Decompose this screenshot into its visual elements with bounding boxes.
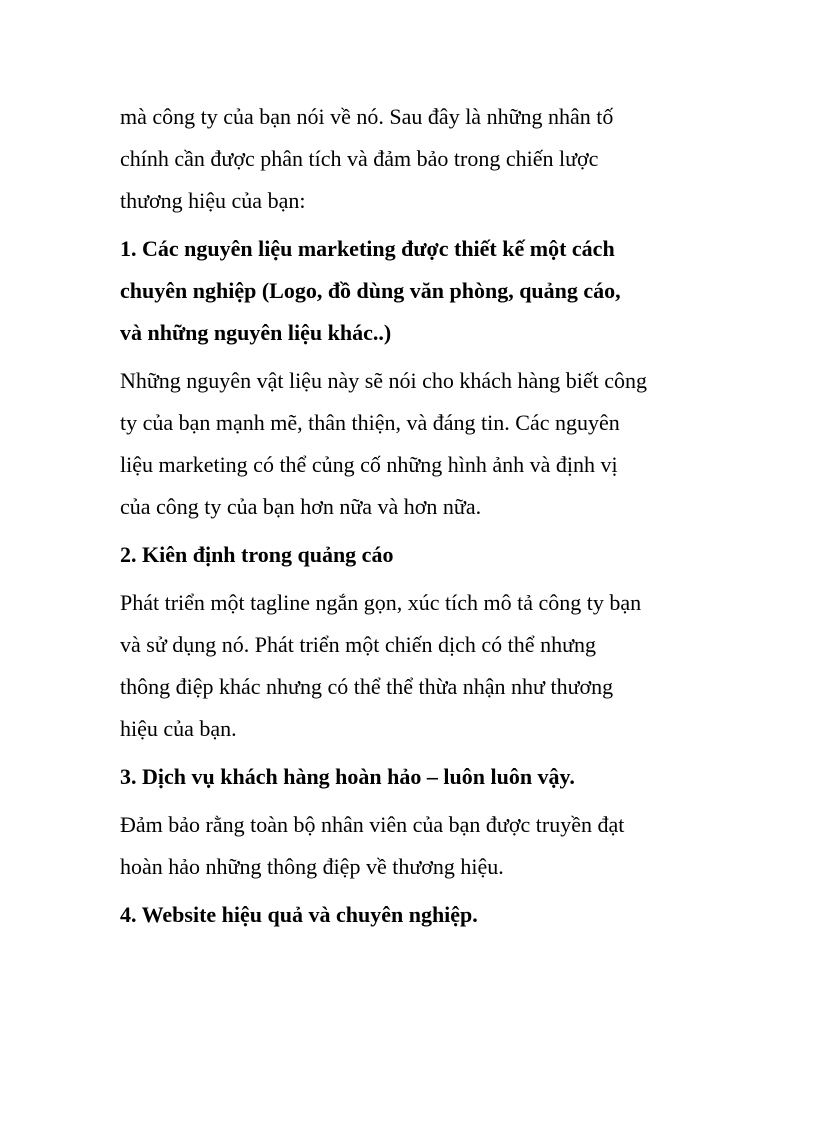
text-line: Đảm bảo rằng toàn bộ nhân viên của bạn được truyền đạt <box>120 812 625 837</box>
text-line: liệu marketing có thể củng cố những hình ảnh và định vị <box>120 452 618 477</box>
section-heading-2 <box>120 534 710 576</box>
text-line: Những nguyên vật liệu này sẽ nói cho khách hàng biết công <box>120 368 647 393</box>
text-line: và sử dụng nó. Phát triển một chiến dịch có thể nhưng <box>120 632 596 657</box>
section-heading-1 <box>120 228 710 354</box>
text-line: của công ty của bạn hơn nữa và hơn nữa. <box>120 494 482 519</box>
section-paragraph-1 <box>120 360 710 528</box>
heading-line: 1. Các nguyên liệu marketing được thiết kế một cách <box>120 236 615 261</box>
heading-line: chuyên nghiệp (Logo, đồ dùng văn phòng, quảng cáo, <box>120 278 621 303</box>
text-line: thông điệp khác nhưng có thể thể thừa nhận như thương <box>120 674 614 699</box>
intro-paragraph <box>120 96 710 222</box>
text-line: Phát triển một tagline ngắn gọn, xúc tích mô tả công ty bạn <box>120 590 642 615</box>
text-line: thương hiệu của bạn: <box>120 188 306 213</box>
heading-line: và những nguyên liệu khác..) <box>120 320 392 345</box>
document-body <box>120 96 710 942</box>
text-line: chính cần được phân tích và đảm bảo trong chiến lược <box>120 146 599 171</box>
heading-line: 2. Kiên định trong quảng cáo <box>120 542 394 567</box>
heading-line: 4. Website hiệu quả và chuyên nghiệp. <box>120 902 478 927</box>
heading-line: 3. Dịch vụ khách hàng hoàn hảo – luôn luôn vậy. <box>120 764 575 789</box>
section-heading-3 <box>120 756 710 798</box>
text-line: mà công ty của bạn nói về nó. Sau đây là những nhân tố <box>120 104 614 129</box>
text-line: hoàn hảo những thông điệp về thương hiệu. <box>120 854 504 879</box>
text-line: hiệu của bạn. <box>120 716 237 741</box>
section-heading-4 <box>120 894 710 936</box>
section-paragraph-3 <box>120 804 710 888</box>
text-line: ty của bạn mạnh mẽ, thân thiện, và đáng tin. Các nguyên <box>120 410 620 435</box>
section-paragraph-2 <box>120 582 710 750</box>
